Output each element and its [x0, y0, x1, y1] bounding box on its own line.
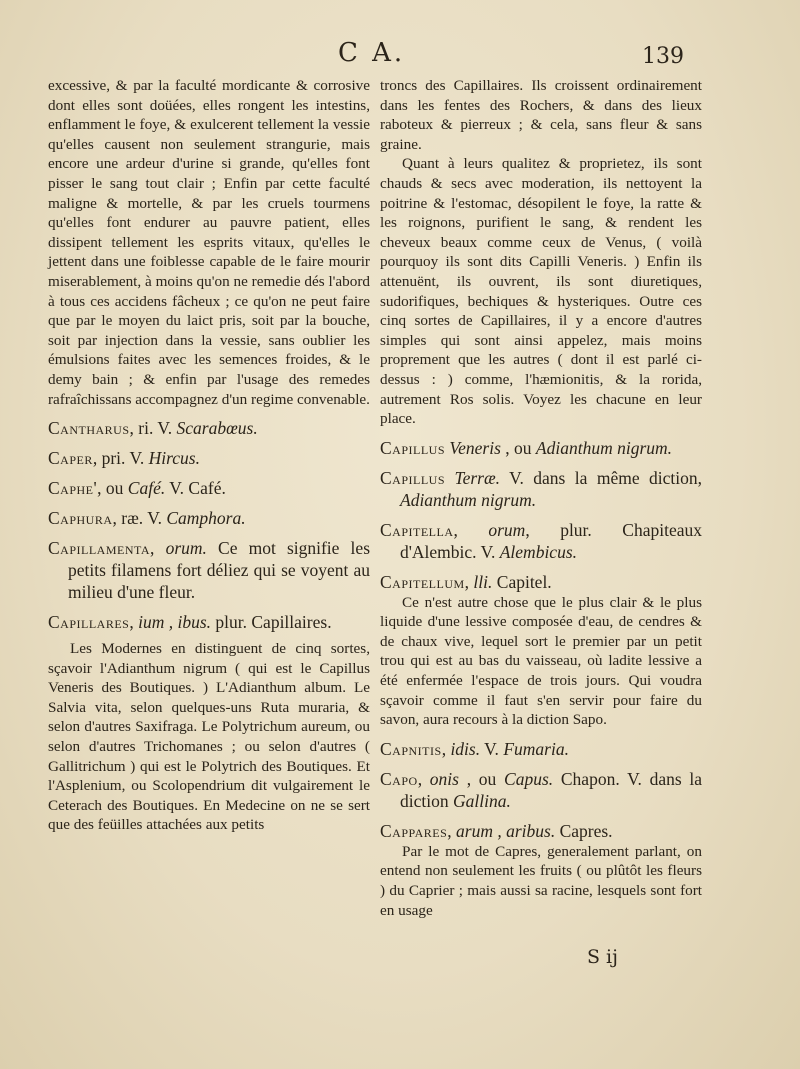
entry-text: , ou	[500, 437, 536, 458]
entry-text: ,	[441, 738, 451, 759]
entry-ref: idis.	[450, 738, 481, 759]
headword: Capitella	[380, 519, 454, 540]
entry-ref: Veneris	[445, 437, 501, 458]
entry-text: Ce mot signifie les petits filamens fort déliez qui se voyent au milieu d'une fleur.	[68, 538, 370, 603]
entry-text: ,	[129, 612, 139, 633]
entry-cappares	[380, 820, 702, 842]
entry-ref: Adianthum nigrum.	[400, 489, 537, 510]
entry-text: , pri. V.	[92, 448, 149, 469]
paragraph-troncs: troncs des Capillaires. Ils croissent ordinairement dans les fentes des Rochers, & dans des lieux raboteux & pierreux ; & cela, sans fleur & sans graine.	[380, 77, 702, 153]
entry-text: V.	[480, 738, 504, 759]
entry-caphe	[48, 477, 370, 499]
entry-ref: Alembicus.	[499, 541, 578, 562]
entry-text: Capres.	[555, 820, 613, 841]
entry-text: V. dans la même diction,	[500, 467, 702, 488]
entry-text: ,	[150, 538, 166, 559]
right-column	[380, 76, 702, 920]
entry-text: ,	[417, 768, 430, 789]
entry-capillamenta	[48, 537, 370, 603]
entry-ref: Scarabœus.	[176, 418, 258, 439]
capillaires-paragraph: Les Modernes en distinguent de cinq sortes, sçavoir l'Adianthum nigrum ( qui est le Capillus Veneris des Boutiques. ) L'Adianthum album. Le Salvia vita, selon quelques-uns Ruta muraria, & selon d'autres Saxifraga. Le Polytrichum aureum, ou selon d'autres Trichomanes ; ou selon d'autres ( Gallitrichum ) qui est le Polytrich des Boutiques. Et l'Asplenium, ou Scolopendrium dit vulgairement le Ceterach des Boutiques. En Medecine on ne se sert que des feüilles attachées aux petits	[48, 640, 370, 834]
entry-text: Chapon. V. dans la diction	[400, 768, 703, 811]
entry-cantharus	[48, 417, 370, 439]
headword: Capitellum	[380, 571, 465, 592]
headword: Capillus	[380, 437, 446, 458]
headword: Caphura	[48, 508, 113, 529]
headword: Cappares	[380, 820, 448, 841]
entry-ref: onis	[429, 768, 459, 789]
entry-ref: ium , ibus.	[138, 612, 212, 633]
left-column	[48, 76, 370, 835]
entry-text: Capitel.	[492, 571, 552, 592]
entry-caphura	[48, 507, 370, 529]
headword: Capo	[380, 768, 418, 789]
entry-text: , ou	[458, 768, 505, 789]
entry-text: , ræ. V.	[112, 508, 167, 529]
page-header	[0, 38, 800, 78]
headword: Capnitis	[380, 738, 442, 759]
running-head: C A.	[338, 38, 406, 68]
entry-text: , plur. Chapiteaux d'Alembic. V.	[400, 519, 702, 562]
headword: Capillamenta	[48, 538, 151, 559]
entry-ref: Camphora.	[166, 508, 246, 529]
entry-ref: Café.	[127, 478, 166, 499]
entry-text: , ou	[97, 478, 128, 499]
entry-capo	[380, 768, 702, 812]
entry-ref: Fumaria.	[503, 738, 569, 759]
entry-capitellum	[380, 571, 702, 593]
capitel-paragraph: Ce n'est autre chose que le plus clair & le plus liquide d'une lessive composée d'eau, de cendres & de chaux vive, lequel sort le premier par un petit trou qui est au bas du vaisseau, où ladite lessive a été enfermée l'espace de trois jours. Qui voudra sçavoir comme il faut s'en servir pour faire du savon, aura recours à la diction Sapo.	[380, 593, 702, 729]
page-number: 139	[642, 44, 684, 69]
entry-ref: orum	[488, 519, 526, 540]
headword: Capillus	[380, 467, 446, 488]
headword: Capillares	[48, 612, 130, 633]
headword: Caphe'	[48, 478, 98, 499]
paragraph-qualites: Quant à leurs qualitez & proprietez, ils sont chauds & secs avec moderation, ils nettoyent la poitrine & l'estomac, désopilent le foye, la ratte & les roignons, purifient le sang, & rendent les cheveux beaux comme ceux de Venus, ( voilà pourquoy ils sont dits Capilli Veneris. ) Enfin ils attenuënt, ils ouvrent, ils sont diuretiques, sudorifiques, bechiques & hysteriques. Outre ces cinq sortes de Capillaires, il y a encore d'autres simples qui sont ainsi appelez, mais moins proprement que les autres ( dont il est parlé ci-dessus : ) comme, l'hæmionitis, & la rorida, autrement Ros solis. Voyez les chacune en leur place.	[380, 155, 702, 428]
entry-capillus-veneris	[380, 437, 702, 459]
entry-ref: lli.	[473, 571, 493, 592]
entry-text: ,	[447, 820, 457, 841]
paragraph-continued: excessive, & par la faculté mordicante & corrosive dont elles sont doüées, elles rongent les intestins, enflamment le foye, & exulcerent tellement la vessie qu'elles causent non seulement stranguriе, mais encore une ardeur d'urine si grande, qu'elles font pisser le sang tout clair ; Enfin par cette faculté maligne & mortelle, & par les cruels tourmens qu'elles font endurer au pauvre patient, elles dissipent tellement les esprits vitaux, qu'elles le jettent dans une foiblesse capable de le faire mourir miserablement, à moins qu'on ne remedie dés l'abord à tous ces accidens fâcheux ; ce qu'on ne peut faire que par le moyen du laict pris, soit par la bouche, soit par injection dans la vessie, sans oublier les émulsions faites avec les semences froides, & le demy bain ; & enfin par l'usage des remedes rafraîchissans accompagnez d'un regime convenable.	[48, 77, 370, 408]
entry-caper	[48, 447, 370, 469]
entry-capnitis	[380, 738, 702, 760]
entry-ref: Hircus.	[148, 448, 200, 469]
entry-capillus-terrae	[380, 467, 702, 511]
entry-capillares	[48, 611, 370, 633]
entry-ref: orum.	[165, 538, 207, 559]
headword: Cantharus	[48, 418, 130, 439]
entry-text: plur. Capillaires.	[211, 612, 332, 633]
entry-ref: arum , aribus.	[456, 820, 556, 841]
entry-ref: Terræ.	[445, 467, 500, 488]
entry-capitella	[380, 519, 702, 563]
entry-ref: Adianthum nigrum.	[535, 437, 673, 458]
entry-ref: Capus.	[504, 768, 554, 789]
signature-mark: S ij	[587, 946, 619, 968]
entry-text: , ri. V.	[129, 418, 177, 439]
headword: Caper	[48, 448, 93, 469]
entry-text: ,	[453, 519, 489, 540]
capres-paragraph: Par le mot de Capres, generalement parlant, on entend non seulement les fruits ( ou plûtôt les fleurs ) du Caprier ; mais aussi sa racine, lesquels sont fort en usage	[380, 842, 702, 919]
entry-text: ,	[464, 571, 474, 592]
entry-text: V. Café.	[165, 478, 226, 499]
entry-ref: Gallina.	[452, 790, 511, 811]
